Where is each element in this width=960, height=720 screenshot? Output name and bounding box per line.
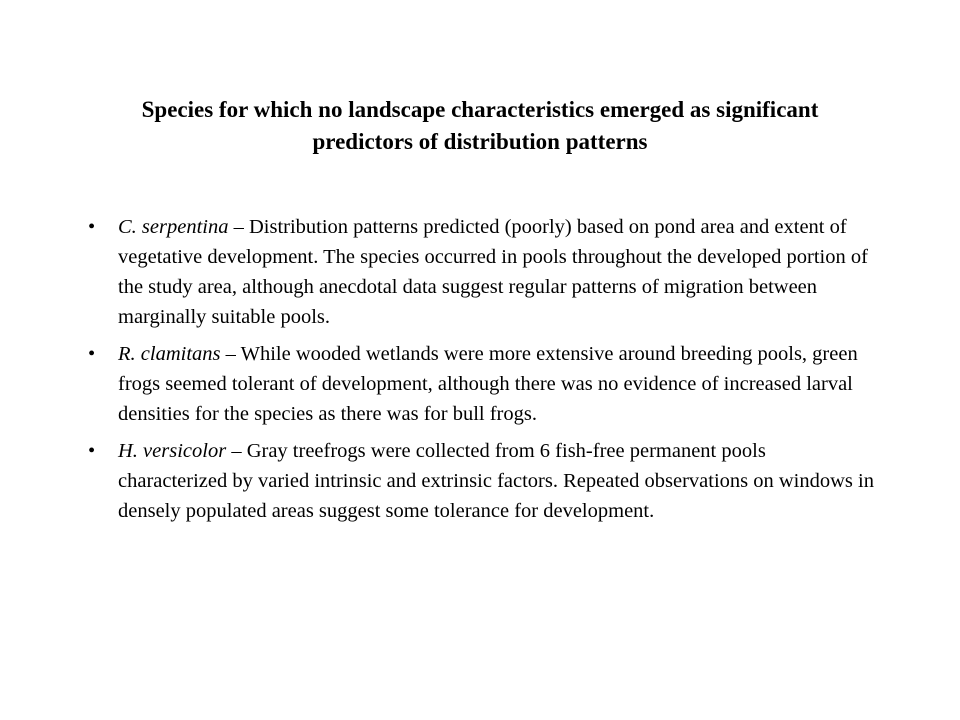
species-name: R. clamitans xyxy=(118,343,221,365)
bullet-dot-icon: • xyxy=(88,343,96,365)
bullet-text: – Distribution patterns predicted (poorly) based on pond area and extent of vegetative development. The species occurred in pools throughout the developed portion of the study area, although anecdotal data suggest regular patterns of migration between marginally suitable pools. xyxy=(118,216,868,328)
slide-title-line1: Species for which no landscape characteristics emerged as significant xyxy=(141,97,819,122)
slide-title xyxy=(60,94,900,158)
bullet-dot-icon: • xyxy=(88,216,96,238)
bullet-dot-icon: • xyxy=(88,440,96,462)
bullet-text: – While wooded wetlands were more extensive around breeding pools, green frogs seemed tolerant of development, although there was no evidence of increased larval densities for the species as there was for bull frogs. xyxy=(118,343,858,425)
bullet-list xyxy=(88,212,878,533)
species-name: C. serpentina xyxy=(118,216,229,238)
bullet-item-c-serpentina xyxy=(88,212,878,332)
slide-title-line2: predictors of distribution patterns xyxy=(312,129,648,154)
bullet-item-h-versicolor xyxy=(88,436,878,526)
bullet-item-r-clamitans xyxy=(88,339,878,429)
species-name: H. versicolor xyxy=(118,440,227,462)
bullet-text: – Gray treefrogs were collected from 6 fish-free permanent pools characterized by varied intrinsic and extrinsic factors. Repeated observations on windows in densely populated areas suggest some tolerance for development. xyxy=(118,440,874,522)
